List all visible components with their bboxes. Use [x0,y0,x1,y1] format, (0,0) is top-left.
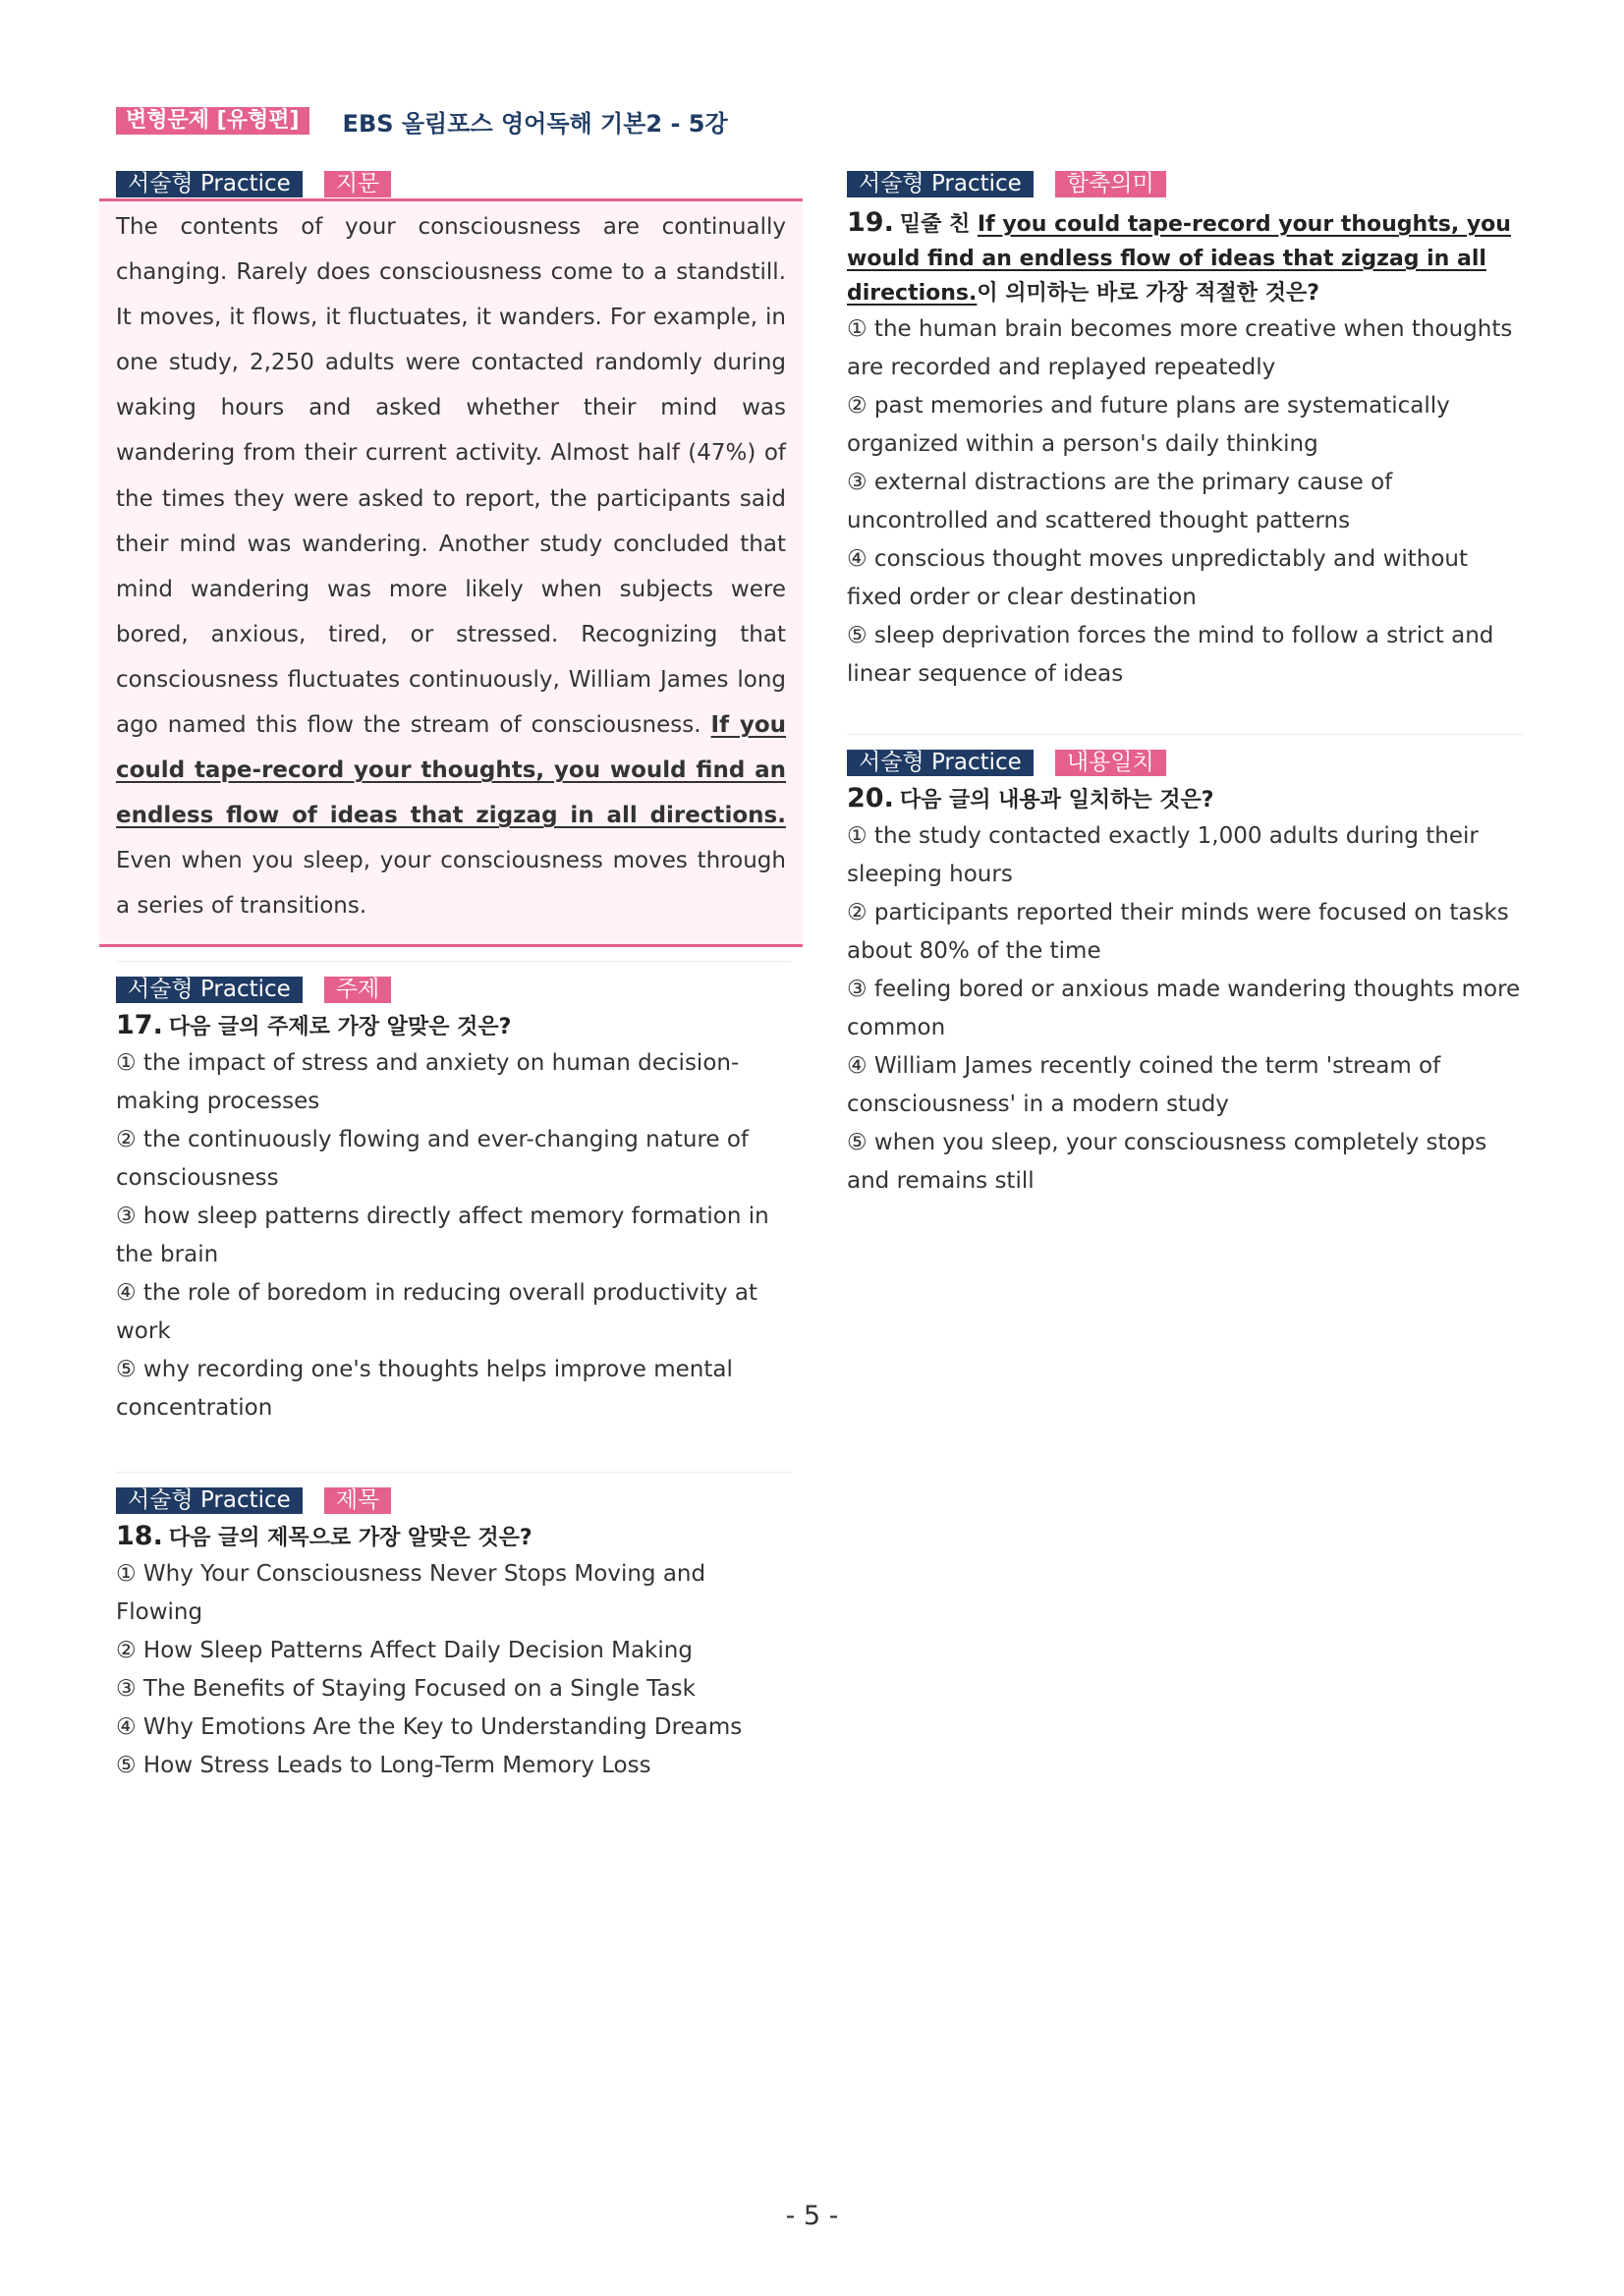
q17-prompt: 다음 글의 주제로 가장 알맞은 것은? [168,1015,512,1039]
q20-label-main: 서술형 Practice [847,750,1034,776]
q19-option-5[interactable]: ⑤ sleep deprivation forces the mind to follow a strict and linear sequence of ideas [847,623,1494,687]
q17-label-sub: 주제 [324,977,391,1003]
q19-option-3[interactable]: ③ external distractions are the primary cause of uncontrolled and scattered thought patterns [847,470,1393,533]
q18-options [116,1555,794,1785]
q20-number: 20. [847,783,894,813]
q17-option-5[interactable]: ⑤ why recording one's thoughts helps improve mental concentration [116,1357,733,1421]
q20-options [847,817,1525,1201]
q18-option-5[interactable]: ⑤ How Stress Leads to Long-Term Memory Loss [116,1753,651,1778]
q19-number: 19. [847,207,894,238]
q20-option-1[interactable]: ① the study contacted exactly 1,000 adults during their sleeping hours [847,823,1479,887]
q19-options [847,310,1525,694]
q18-option-3[interactable]: ③ The Benefits of Staying Focused on a Single Task [116,1676,696,1702]
question-20 [847,749,1525,1201]
q19-label-main: 서술형 Practice [847,171,1034,197]
q19-option-4[interactable]: ④ conscious thought moves unpredictably and without fixed order or clear destination [847,546,1469,610]
q20-option-3[interactable]: ③ feeling bored or anxious made wandering thoughts more common [847,977,1521,1040]
q18-number: 18. [116,1521,163,1551]
q20-option-5[interactable]: ⑤ when you sleep, your consciousness completely stops and remains still [847,1130,1487,1194]
q17-option-3[interactable]: ③ how sleep patterns directly affect memory formation in the brain [116,1204,769,1267]
q19-label-sub: 함축의미 [1055,171,1166,197]
q18-option-1[interactable]: ① Why Your Consciousness Never Stops Moving and Flowing [116,1561,706,1625]
page-header [116,104,728,138]
header-title: EBS 올림포스 영어독해 기본2 - 5강 [342,109,728,138]
q19-title [847,205,1525,310]
passage-text [116,204,786,929]
q18-option-2[interactable]: ② How Sleep Patterns Affect Daily Decision Making [116,1638,693,1663]
passage-underlined-sentence: If you could tape-record your thoughts, you would find an endless flow of ideas that zigzag in all directions. [116,712,786,829]
q18-label-sub: 제목 [324,1487,391,1514]
question-17 [116,976,794,1428]
q19-option-2[interactable]: ② past memories and future plans are systematically organized within a person's daily thinking [847,393,1450,457]
passage-label-main: 서술형 Practice [116,171,303,197]
divider [847,734,1523,735]
q17-title [116,1008,794,1044]
q19-prompt-underlined: If you could tape-record your thoughts, you would find an endless flow of ideas that zigzag in all directions. [847,212,1511,306]
q17-options [116,1044,794,1428]
header-tag: 변형문제 [유형편] [116,107,309,135]
q20-option-4[interactable]: ④ William James recently coined the term 'stream of consciousness' in a modern study [847,1053,1441,1117]
q19-option-1[interactable]: ① the human brain becomes more creative when thoughts are recorded and replayed repeatedly [847,316,1513,380]
q17-option-4[interactable]: ④ the role of boredom in reducing overall productivity at work [116,1280,757,1344]
q18-option-4[interactable]: ④ Why Emotions Are the Key to Understanding Dreams [116,1714,743,1740]
q18-prompt: 다음 글의 제목으로 가장 알맞은 것은? [168,1526,532,1550]
q17-option-2[interactable]: ② the continuously flowing and ever-changing nature of consciousness [116,1127,750,1191]
q20-title [847,781,1525,817]
q17-option-1[interactable]: ① the impact of stress and anxiety on human decision-making processes [116,1050,740,1114]
q20-option-2[interactable]: ② participants reported their minds were focused on tasks about 80% of the time [847,900,1509,964]
q19-prompt-after: 이 의미하는 바로 가장 적절한 것은? [977,281,1319,306]
passage-label [116,170,391,197]
question-19 [847,170,1525,694]
q17-number: 17. [116,1010,163,1040]
q19-prompt-before: 밑줄 친 [899,212,978,237]
divider [116,1472,792,1473]
divider [116,961,792,962]
passage-text-before: The contents of your consciousness are continually changing. Rarely does consciousness come to a standstill. It moves, it flows, it fluctuates, it wanders. For example, in one study, 2,250 adults were contacted randomly during waking hours and asked whether their mind was wandering from their current activity. Almost half (47%) of the times they were asked to report, the participants said their mind was wandering. Another study concluded that mind wandering was more likely when subjects were bored, anxious, tired, or stressed. Recognizing that consciousness fluctuates continuously, William James long ago named this flow the stream of consciousness. [116,214,786,739]
page-number: - 5 - [785,2201,839,2231]
q18-title [116,1519,794,1555]
q20-label-sub: 내용일치 [1055,750,1166,776]
passage-label-sub: 지문 [324,171,391,197]
question-18 [116,1486,794,1785]
q20-prompt: 다음 글의 내용과 일치하는 것은? [899,788,1214,812]
q18-label-main: 서술형 Practice [116,1487,303,1514]
passage-text-after: Even when you sleep, your consciousness moves through a series of transitions. [116,848,786,920]
q17-label-main: 서술형 Practice [116,977,303,1003]
